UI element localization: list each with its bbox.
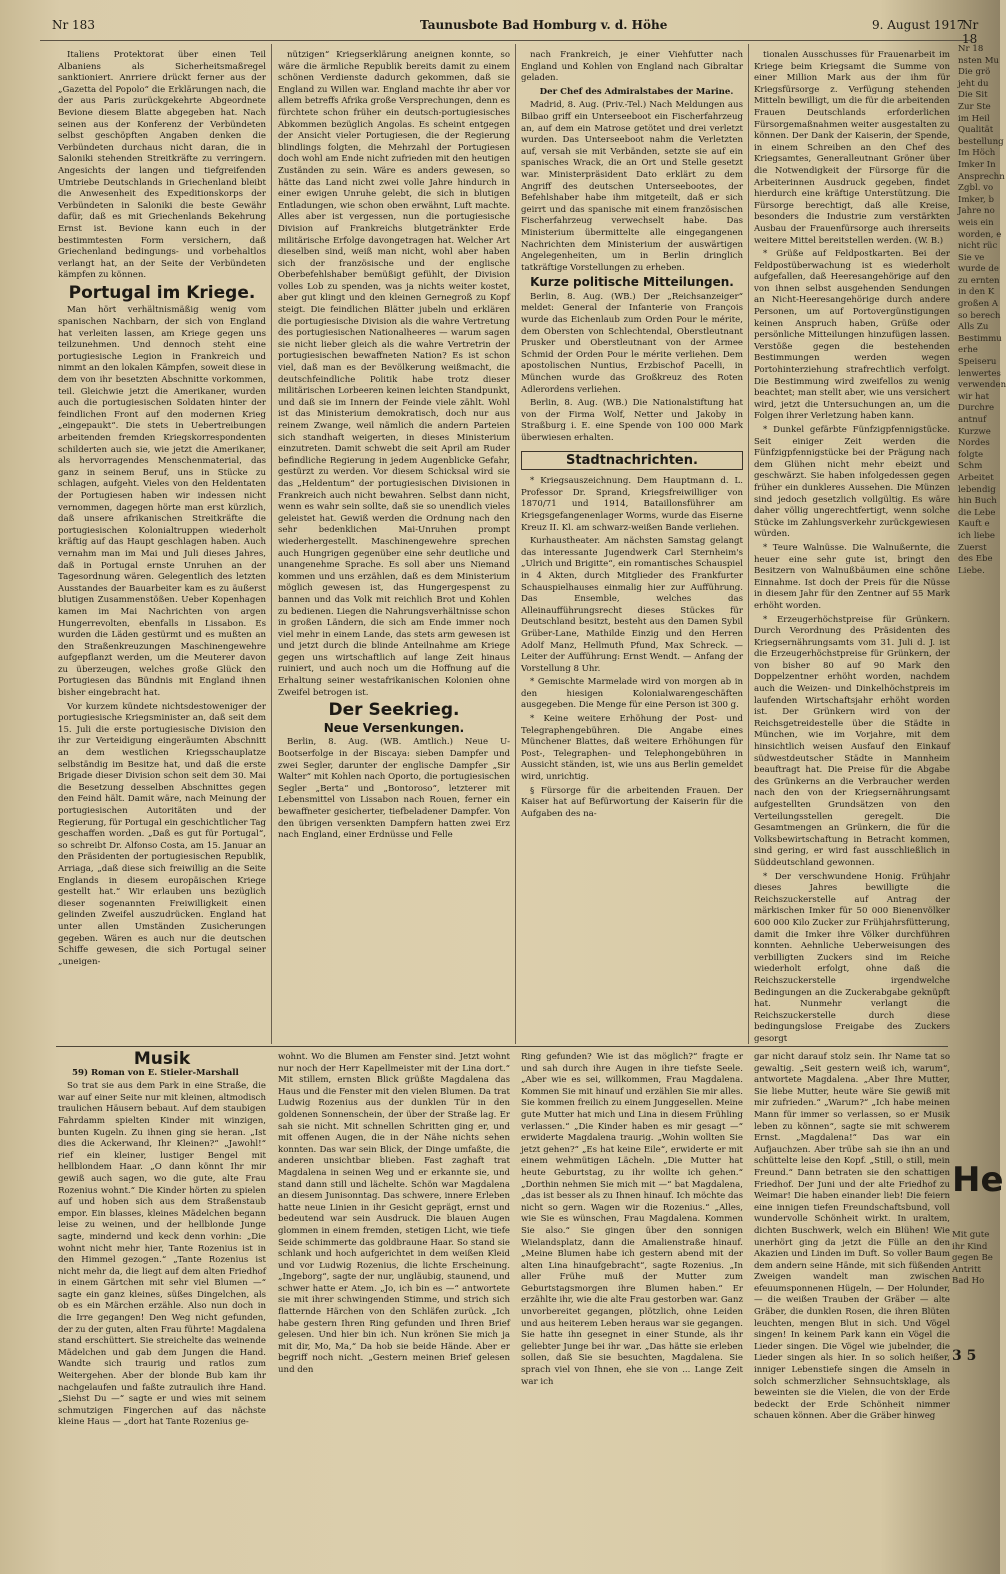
fragment-line: Alls Zu xyxy=(958,322,989,333)
roman-text: Ring gefunden? Wie ist das möglich?“ fragte er und sah durch ihre Augen in ihre tiefste Seele. „Aber wie es sei, willkommen, Frau Magdalena. Kommen Sie mit hinauf und erzählen Sie mir alles. Sie kommen freilich zu einem Junggesellen. Meine gute Mutter hat mich und Lina in diesem Frühling verlassen.“ „Die Kinder haben es mir gesagt —“ erwiderte Magdalena traurig. „Wohin wollten Sie jetzt gehen?“ „Es hat keine Eile“, erwiderte er mit einem wehmütigen Lächeln. „Die Mutter hat heute Geburtstag, zu ihr wollte ich gehen.“ „Dorthin nehmen Sie mich mit —“ bat Magdalena, „das ist besser als zu Ihnen hinauf. Ich möchte das nicht so gern. Wagen wir die Rozenius.“ „Alles, wie Sie es wünschen, Frau Magdalena. Kommen Sie also.“ Sie gingen über den sonnigen Wielandsplatz, dann die Amalienstraße hinauf. „Meine Blumen habe ich gestern abend mit der alten Lina hinaufgebracht“, sagte Rozenius. „In aller Frühe muß der Mutter zum Geburtstagsmorgen ihre Blumen haben.“ Er erzählte ihr, wie die alte Frau gestorben war. Ganz unvorbereitet gegangen, plötzlich, ohne Leiden und aus heiterem Leben heraus war sie gegangen. Sie hatte ihn gesegnet in einer Stunde, als ihr geliebter Junge bei ihr war. „Das hätte sie erleben sollen, daß Sie sie besuchten, Magdalena. Sie sprach viel von Ihnen, ehe sie von ... Lange Zeit war ich xyxy=(521,1052,743,1387)
fragment-line: erhe xyxy=(958,345,978,356)
column-3 xyxy=(521,50,743,1044)
page-header xyxy=(40,10,979,46)
fragment-line: so berech xyxy=(958,310,1001,321)
article-paragraph: * Grüße auf Feldpostkarten. Bei der Feldpostüberwachung ist es wiederholt aufgefallen, daß Heeresangehörige auf den von ihnen selbst ausgehenden Sendungen an Nicht-Heeresangehörige durch andere Personen, um auf Portovergünstigungen keinen Anspruch haben, Grüße oder persönliche Mitteilungen hinzufügen lassen. Verstöße gegen die bestehenden Bestimmungen werden wegen Portohinterziehung strafrechtlich verfolgt. Die Bestimmung wird zweifellos zu wenig beachtet; man stellt aber, wie uns versichert wird, jetzt die Untersuchungen an, um die Folgen ihrer Verletzung haben kann. xyxy=(754,249,950,422)
fragment-line: Zur Ste xyxy=(958,101,991,112)
adjacent-page-fragment xyxy=(958,44,1006,1044)
column-1 xyxy=(58,50,266,1044)
article-title-mitteilungen: Kurze politische Mitteilungen. xyxy=(530,275,734,290)
article-paragraph: Berlin, 8. Aug. (WB.) Der „Reichsanzeiger“ meldet: General der Infanterie von François wurde das Eichenlaub zum Orden Pour le mérite, dem Obersten von Schlechtendal, Oberstleutnant Prusker und Oberstleutnant von der Armee Schmid der Orden Pour le mérite verliehen. Dem apostolischen Nuntius, Erzbischof Pacelli, in München wurde das Großkreuz des Roten Adlerordens verliehen. xyxy=(521,291,743,395)
fragment-line: Zgbl. vo xyxy=(958,183,994,194)
fragment-line: Imker In xyxy=(958,159,996,170)
roman-column-1 xyxy=(58,1049,266,1564)
paper-title: Taunusbote Bad Homburg v. d. Höhe xyxy=(420,18,668,32)
roman-title: Musik xyxy=(133,1049,191,1069)
fragment-line: Jahre no xyxy=(958,206,995,217)
roman-byline: 59) Roman von E. Stieler-Marshall xyxy=(72,1067,239,1078)
ad-heading-fragment: He xyxy=(952,1160,1004,1200)
fragment-line: Imker, b xyxy=(958,194,994,205)
fragment-line: Liebe. xyxy=(958,565,985,576)
ad-text-fragment xyxy=(952,1230,1000,1288)
article-paragraph: Man hört verhältnismäßig wenig vom spanischen Nachbarn, der sich von England hat verleiten lassen, am Kriege gegen uns teilzunehmen. Und dennoch steht eine portugiesische Legion in Frankreich und nimmt an den lokalen Kämpfen, soweit diese in dem von ihr besetzten Abschnitte vorkommen, teil. Gleichwie jetzt die Amerikaner, wurden auch die portugiesischen Soldaten hinter der feindlichen Front auf den modernen Krieg „eingepaukt“. Die stets in Uebertreibungen arbeitenden fremden Kriegskorrespondenten schilderten auch sie, wie jetzt die Amerikaner, als hervorragendes Menschenmaterial, das ganz in seinem Beruf, uns in Stücke zu schlagen, aufgeht. Vieles von den Heldentaten der Portugiesen haben wir indessen nicht vernommen, dagegen hörte man erst kürzlich, daß unsere afrikanischen Streitkräfte die portugiesischen Kolonialtruppen wiederholt kräftig auf das Haupt geschlagen haben. Auch vernahm man im Mai und Juli dieses Jahres, daß in Portugal ernste Unruhen an der Tagesordnung wären. Gelegentlich des letzten Ausstandes der Bauarbeiter kam es zu äußerst blutigen Zusammenstößen. Ueber Kopenhagen kamen im Mai Nachrichten von argen Hungerrevolten, ebenfalls in Lissabon. Es wurden die Läden gestürmt und es mußten an den Straßenkreuzungen Maschinengewehre aufgepflanzt werden, um die Meuterer davon zu überzeugen, welches große Glück den Portugiesen das Bündnis mit England ihnen bisher eingebracht hat. xyxy=(58,305,266,699)
article-paragraph: Madrid, 8. Aug. (Priv.-Tel.) Nach Meldungen aus Bilbao griff ein Unterseeboot ein Fischerfahrzeug an, auf dem ein Matrose getötet und drei verletzt wurden. Das Unterseeboot nahm die Verletzten auf, versah sie mit Verbänden, setzte sie auf ein spanisches Wrack, die an Ort und Stelle gesetzt war. Ministerpräsident Dato erklärt zu dem Angriff des deutschen Unterseebootes, der Befehlshaber habe ihm mitgeteilt, daß er sich geirrt und das spanische mit einem französischen Fischerfahrzeug verwechselt habe. Das Ministerium übermittelte alle eingegangenen Nachrichten dem Ministerium der auswärtigen Angelegenheiten, um in Berlin dringlich tatkräftige Vorstellungen zu erheben. xyxy=(521,100,743,273)
article-paragraph: Berlin, 8. Aug. (WB. Amtlich.) Neue U-Bootserfolge in der Biscaya: sieben Dampfer und zwei Segler, darunter der englische Dampfer „Sir Walter“ mit Kohlen nach Oporto, die portugiesischen Segler „Berta“ und „Bontoroso“, letzterer mit Lebensmittel von Lissabon nach Rouen, ferner ein bewaffneter gesicherter, tiefbeladener Dampfer. Von den übrigen versenkten Dampfern hatten zwei Erz nach England, einer Erdnüsse und Felle xyxy=(278,737,510,841)
fragment-line: worden, e xyxy=(958,229,1002,240)
fragment-line: Bestimmu xyxy=(958,333,1002,344)
article-paragraph: nützigen“ Kriegserklärung aneignen konnte, so wäre die ärmliche Republik bereits damit zu einem schönen Verdienste dadurch gekommen, daß sie England zu Willen war. England machte ihr aber vor allem betreffs Afrika große Versprechungen, denn es fürchtete schon früher ein deutsch-portugiesisches Abkommen bezüglich Angolas. Es scheint entgegen der Ansicht vieler Portugiesen, die der Regierung blindlings folgten, die Mehrzahl der Portugiesen doch wohl am Ende nicht zufrieden mit den heutigen Zuständen zu sein. Wäre es anders gewesen, so hätte das Land nicht zwei volle Jahre hindurch in einer ewigen Unruhe gelebt, die sich in blutigen Entladungen, wie schon oben erwähnt, Luft machte. Alles aber ist vergessen, nun die portugiesische Division auf Frankreichs blutgetränkter Erde militärische Erfolge davongetragen hat. Welcher Art dieselben sind, weiß man nicht, wohl aber haben sich der französische und der englische Oberbefehlshaber bemüßigt gefühlt, der Division volles Lob zu spenden, was ja nichts weiter kostet, aber gut klingt und den kleinen Gernegroß zu Kopf steigt. Die feindlichen Blätter jubeln und erklären die portugiesische Division als die wahre Vertretung des portugiesischen Nationalheeres — warum sagen sie nicht lieber gleich als die wahre Vertretrin der portugiesischen bewaffneten Nation? Es ist schon viel, daß man es der Bevölkerung weißmacht, die deutschfeindliche Politik habe trotz dieser militärischen Lorbeeren keinen leichten Standpunkt, und daß sie im Innern der Feinde viele zählt. Wohl ist das Ministerium demokratisch, doch nur aus reinem Zwange, weil nämlich die andern Parteien sich standhaft weigerten, in dieses Ministerium einzutreten. Damit schwebt die seit April am Ruder befindliche Regierung in jedem Augenblicke Gefahr, gestürzt zu werden. Vor diesem Schicksal wird sie das „Heldentum“ der portugiesischen Divisionen in Frankreich auch nicht bewahren. Selbst dann nicht, wenn es wahr sein sollte, daß sie so unendlich vieles geleistet hat. Gewiß werden die Ordnung nach den sehr bedenklichen Mai-Unruhen prompt wiederhergestellt. Maschinengewehre sprechen auch Hungrigen gegenüber eine sehr deutliche und unangenehme Sprache. Es soll aber uns Niemand kommen und uns erzählen, daß es dem Ministerium möglich gewesen ist, das Hungergespenst zu bannen und das Volk mit reichlich Brot und Kohlen zu bedienen. Liegen die Nahrungsverhältnisse schon in großen Ländern, die sich am Ende immer noch viel mehr in einem Lande, das stets arm gewesen ist und jetzt durch die blinde Anteilnahme am Kriege gegen uns wirtschaftlich auf lange Zeit hinaus ruiniert, und auch noch um die Hoffnung auf die Erhaltung seiner westafrikanischen Kolonien ohne Zweifel betrogen ist. xyxy=(278,50,510,698)
adjacent-ad-fragment xyxy=(952,1050,1004,1570)
article-signature: Der Chef des Admiralstabes der Marine. xyxy=(539,86,734,97)
fragment-line: Die grö xyxy=(958,67,991,78)
fragment-line: verwenden xyxy=(958,380,1006,391)
article-title-portugal: Portugal im Kriege. xyxy=(68,282,256,303)
fragment-line: Bad Ho xyxy=(952,1276,985,1287)
fragment-line: Kurzwe xyxy=(958,426,991,437)
column-2 xyxy=(278,50,510,1044)
ad-number-fragment: 3 5 xyxy=(952,1347,977,1364)
fragment-line: bestellung xyxy=(958,136,1004,147)
fragment-line: hin Buch xyxy=(958,496,997,507)
fragment-line: lenwertes xyxy=(958,368,1001,379)
fragment-line: wir hat xyxy=(958,391,990,402)
fragment-line: Speiseru xyxy=(958,357,997,368)
article-paragraph: Italiens Protektorat über einen Teil Albaniens als Sicherheitsmaßregel sanktioniert. Anrriere drückt ferner aus der „Gazetta del Popolo“ die Erklärungen nach, die der aus Paris zurückgekehrte Abgeordnete Bevione diesem Blatte abgegeben hat. Nach seinen aus der Konferenz der Verbündeten selbst geschöpften Angaben denken die Verbündeten durchaus nicht daran, die in Saloniki stehenden Streitkräfte zu verringern. Angesichts der langen und tiefgreifenden Umtriebe Deutschlands in Griechenland bleibt die Anwesenheit des Expeditionskorps der Verbündeten in Saloniki die beste Gewähr dafür, daß es mit Griechenlands Bekehrung Ernst ist. Bevione kann euch in der bestimmtesten Form versichern, daß Griechenland bedingungs- und vorbehaltlos verlangt hat, an der Seite der Verbündeten kämpfen zu können. xyxy=(58,50,266,281)
roman-text: wohnt. Wo die Blumen am Fenster sind. Jetzt wohnt nur noch der Herr Kapellmeister mit der Lina dort.“ Mit stillem, ernsten Blick grüßte Magdalena das Haus und die Fenster mit den vielen Blumen. Da trat Ludwig Rozenius aus der dunklen Tür in den goldenen Sonnenschein, der über der Straße lag. Er sah sie nicht. Mit schnellen Schritten ging er, und mit offenen Augen, die in der Nähe nichts sehen konnten. Das war sein Blick, der Dinge umfaßte, die anderen unsichtbar blieben. Fast zaghaft trat Magdalena in seinen Weg und er erkannte sie, und stand dann still und lächelte. Schön war Magdalena an diesem Junisonntag. Das schwere, innere Erleben hatte neue Linien in ihr Gesicht geprägt, ernst und bedeutend war sein Ausdruck. Die blauen Augen glommen in einem fremden, stetigen Licht, wie tiefe Seide schimmerte das goldbraune Haar. So stand sie schlank und hoch aufgerichtet in dem weißen Kleid und vor Ludwig Rozenius, die lichte Erscheinung. „Ingeborg“, sagte der nur, ungläubig, staunend, und schwer hatte er Atem. „Jo, ich bin es —“ antwortete sie mit ihrer schwingenden Stimme, und strich sich flatternde Härchen von den Schläfen zurück. „Ich habe gestern Ihren Ring gefunden und Ihren Brief gelesen. Und hier bin ich. Nun krönen Sie mich ja mit dir, Mo, Ma,“ Da hob sie beide Hände. Aber er begriff noch nicht. „Gestern meinen Brief gelesen und den xyxy=(278,1052,510,1376)
roman-column-4 xyxy=(754,1052,950,1564)
roman-column-2 xyxy=(278,1052,510,1564)
issue-number-left: Nr 183 xyxy=(52,18,95,32)
fragment-line: ihr Kind xyxy=(952,1241,988,1252)
article-paragraph: * Dunkel gefärbte Fünfzigpfennigstücke. Seit einiger Zeit werden die Fünfzigpfennigstücke bei der Prägung nach dem Glühen nicht mehr ebeizt und geschwärzt. Sie haben infolgedessen gegen früher ein dunkleres Aussehen. Die Münzen sind jedoch gesetzlich vollgültig. Es wäre daher völlig ungerechtfertigt, wenn solche Stücke im Zahlungsverkehr zurückgewiesen würden. xyxy=(754,425,950,540)
fragment-line: Zuerst xyxy=(958,542,987,553)
fragment-line: ich liebe xyxy=(958,530,995,541)
fragment-line: weis ein xyxy=(958,217,994,228)
fragment-line: nicht rüc xyxy=(958,241,998,252)
article-subtitle: Neue Versenkungen. xyxy=(323,720,465,735)
roman-column-3 xyxy=(521,1052,743,1564)
fragment-line: jeht du xyxy=(958,78,989,89)
fragment-line: großen A xyxy=(958,299,999,310)
fragment-line: Mit gute xyxy=(952,1230,990,1240)
fragment-line: nsten Mu xyxy=(958,55,1000,66)
article-paragraph: * Keine weitere Erhöhung der Post- und Telegraphengebühren. Die Angabe eines Münchener Blattes, daß weitere Erhöhungen für Post-, Telegraphen- und Telephongebühren in Aussicht ständen, ist, wie uns aus Berlin gemeldet wird, unrichtig. xyxy=(521,714,743,783)
fragment-line: Im Höch xyxy=(958,148,996,159)
column-4 xyxy=(754,50,950,1044)
fragment-line: Die Sit xyxy=(958,90,988,101)
fragment-line: Qualität xyxy=(958,125,994,136)
article-paragraph: Kurhaustheater. Am nächsten Samstag gelangt das interessante Jugendwerk Carl Sternheim's „Ulrich und Brigitte“, ein romantisches Schauspiel in 4 Akten, durch Mitglieder des Frankfurter Schauspielhauses einmalig hier zur Aufführung. Das Ensemble, welches das Alleinaufführungsrecht dieses Stückes für Deutschland besitzt, besteht aus den Damen Sybil Grüber-Lane, Mathilde Einzig und den Herren Adolf Manz, Hellmuth Pfund, Max Schreck. — Leiter der Aufführung: Ernst Wendt. — Anfang der Vorstellung 8 Uhr. xyxy=(521,536,743,674)
article-title-seekrieg: Der Seekrieg. xyxy=(328,700,460,721)
fragment-line: des Ebe xyxy=(958,554,993,565)
fragment-line: Nr 18 xyxy=(958,44,984,54)
fragment-line: Sie ve xyxy=(958,252,985,263)
article-paragraph: * Kriegsauszeichnung. Dem Hauptmann d. L. Professor Dr. Sprand, Kriegsfreiwilliger von 1870/71 und 1914, Bataillonsführer am Kriegsgefangenenlager Worms, wurde das Eiserne Kreuz II. Kl. am schwarz-weißen Bande verliehen. xyxy=(521,476,743,533)
fragment-line: wurde de xyxy=(958,264,999,275)
fragment-line: im Heil xyxy=(958,113,990,124)
roman-text: gar nicht darauf stolz sein. Ihr Name tat so gewaltig. „Seit gestern weiß ich, warum“, antwortete Magdalena. „Aber Ihre Mutter, Sie liebe Mutter, heute wäre Sie gewiß mit mir zufrieden.“ „Warum?“ „Ich habe meinen Mann für immer so verlassen, so er Musik leben zu können“, sagte sie mit schwerem Ernst. „Magdalena!“ Das war ein Aufjauchzen. Aber trübe sah sie ihn an und schüttelte leise den Kopf. „Still, o still, mein Freund.“ Dann betraten sie den schattigen Friedhof. Der Juni und der alte Friedhof zu Weimar! Die haben einander lieb! Die feiern eine innigen tiefen Freundschaftsbund, voll wundervolle Schönheit wirkt. In uraltem, dichten Buschwerk, welch ein Blühen! Wie unerhört ging da jetzt die Fülle an den Akazien und Linden im Duft. So voller Baum dem andern seine Hände, mit sich füßenden Zweigen wandelt man zwischen efeuumsponnenen Hügeln, — Der Holunder, — die weißen Trauben der Gräber — alte Gräber, die dunklen Rosen, die ihren Blüten leuchten, mengen Blut in sich. Und Vögel singen! In keinem Park kann ein Vögel die Lieder singen. Die Vögel wie jubelnder, die Lieder singen als hier. In so solich heißer, inniger Lebenstiefe singen die Amseln in solch schmerzlicher Sehnsuchtsklage, als beweinten sie die Vielen, die von der Erde bedeckt der Erde Schönheit nimmer schauen können. Aber die Gräber hinweg xyxy=(754,1052,950,1422)
fragment-line: lebendig xyxy=(958,484,996,495)
fragment-line: Nordes xyxy=(958,438,990,449)
fragment-line: Arbeitet xyxy=(958,472,994,483)
article-paragraph: * Gemischte Marmelade wird von morgen ab in den hiesigen Kolonialwarengeschäften ausgegeben. Die Menge für eine Person ist 300 g. xyxy=(521,677,743,711)
article-paragraph: tionalen Ausschusses für Frauenarbeit im Kriege beim Kriegsamt die Summe von einer Million Mark aus der ihm für Kriegsfürsorge z. Verfügung stehenden Mitteln bewilligt, um die für die arbeitenden Frauen Deutschlands erforderlichen Fürsorgemaßnahmen weiter ausgestalten zu können. Der Dank der Kaiserin, der Spende, in einem Schreiben an den Chef des Kriegsamtes, Generalleutnant Gröner über die Notwendigkeit der Fürsorge für die Arbeiterinnen Ausdruck gegeben, findet hierdurch eine kräftige Unterstützung. Die Fürsorge berechtigt, daß alle Kreise, besonders die Industrie zum verstärkten Ausbau der Frauenfürsorge auch ihrerseits weitere Mittel bereitstellen werden. (W. B.) xyxy=(754,50,950,246)
article-paragraph: § Fürsorge für die arbeitenden Frauen. Der Kaiser hat auf Befürwortung der Kaiserin für die Aufgaben des na- xyxy=(521,785,743,819)
issue-date: 9. August 1917 xyxy=(872,18,965,32)
fragment-line: Durchre xyxy=(958,403,995,414)
article-paragraph: Berlin, 8. Aug. (WB.) Die Nationalstiftung hat von der Firma Wolf, Netter und Jakoby in Straßburg i. E. eine Spende von 100 000 Mark überwiesen erhalten. xyxy=(521,398,743,443)
fragment-line: in den K xyxy=(958,287,995,298)
article-paragraph: Vor kurzem kündete nichtsdestoweniger der portugiesische Kriegsminister an, daß seit dem 15. Juli die erste portugiesische Division den ihr zur Verteidigung eingeräumten Abschnitt an dem westlichen Kriegsschauplatze selbständig im Besitze hat, und daß die erste Brigade dieser Division schon seit dem 30. Mai die Besetzung desselben Abschnittes gegen den Feind hält. Damit wäre, nach Meinung der portugiesischen Autoritäten und der Regierung, für Portugal ein geschichtlicher Tag geschaffen worden. „Daß es gut für Portugal“, so schreibt Dr. Alfonso Costa, am 15. Januar an den Präsidenten der portugiesischen Republik, Arriaga, „daß diese sich freiwillig an die Seite Englands in diesem europäischen Kriege gestellt hat.“ Wir erlauben uns bezüglich dieser sogenannten Freiwilligkeit einen gelinden Zweifel auszudrücken. England hat unter allen Umständen Zusicherungen gegeben. Wären es auch nur die deutschen Schiffe gewesen, die sich Portugal seiner „uneigen- xyxy=(58,701,266,967)
fragment-line: Kauft e xyxy=(958,519,990,530)
column-rule xyxy=(748,44,749,1044)
fragment-line: Schm xyxy=(958,461,983,472)
fragment-line: folgte xyxy=(958,449,984,460)
article-paragraph: * Der verschwundene Honig. Frühjahr dieses Jahres bewilligte die Reichszuckerstelle auf Antrag der märkischen Imker für 50 000 Bienenvölker 600 000 Kilo Zucker zur Frühjahrsfütterung, damit die Imker ihre Völker durchführen konnten. Aehnliche Ueberweisungen des verbilligten Zuckers sind im Reiche wiederholt erfolgt, ohne daß die Reichszuckerstelle irgendwelche Bedingungen an die Zuckerabgabe geknüpft hat. Nunmehr verlangt die Reichszuckerstelle durch diese bedingungslose Freigabe des Zuckers gesorgt xyxy=(754,871,950,1044)
fragment-line: antnuf xyxy=(958,415,987,425)
article-paragraph: nach Frankreich, je einer Viehfutter nach England und Kohlen von England nach Gibraltar geladen. xyxy=(521,50,743,84)
fragment-line: gegen Be xyxy=(952,1253,993,1264)
roman-text: So trat sie aus dem Park in eine Straße, die war auf einer Seite nur mit kleinen, altmodisch traulichen Häusern bebaut. Auf dem staubigen Fahrdamm spielten Kinder mit winzigen, bunten Kugeln. Zu ihnen ging sie heran. „Ist dies die Ackerwand, Ihr Kleinen?“ „Jawohl!“ rief ein kleiner, lustiger Bengel mit hellblondem Haar. „O dann könnt Ihr mir gewiß auch sagen, wo die gute, alte Frau Rozenius wohnt.“ Die Kinder hörten zu spielen auf und hoben sich aus dem Straßenstaub empor. Ein blasses, kleines Mädelchen begann leise zu weinen, und der hellblonde Junge sagte, mindernd und keck denn vorhin: „Die wohnt nicht mehr hier, Tante Rozenius ist in den Himmel gezogen.“ „Tante Rozenius ist nicht mehr da, die liegt auf dem alten Friedhof in einem Gärtchen mit sehr viel Blumen —“ sagte ein ganz kleines, süßes Dingelchen, als ob es ein Märchen erzähle. Also nun doch in die Irre gegangen! Den Weg nicht gefunden, der zu der guten, alten Frau führte! Magdalena stand erschüttert. Sie streichelte das weinende Mädelchen und gab dem Jungen die Hand. Wandte sich traurig und ratlos zum Weitergehen. Aber der blonde Bub kam ihr nachgelaufen und faßte zutraulich ihre Hand. „Siehst Du —“ sagte er und wies mit seinem schmutzigen Fingerchen auf das nächste kleine Haus — „dort hat Tante Rozenius ge- xyxy=(58,1081,266,1428)
fragment-line: Ansprechn xyxy=(958,171,1005,182)
fragment-line: Antritt xyxy=(952,1264,981,1275)
fragment-line: zu ernten xyxy=(958,275,1000,286)
section-rule xyxy=(56,1046,948,1047)
issue-number-right: Nr 18 xyxy=(962,18,979,46)
column-rule xyxy=(515,44,516,1044)
section-title-stadtnachrichten: Stadtnachrichten. xyxy=(521,451,743,471)
article-paragraph: * Teure Walnüsse. Die Walnußernte, die heuer eine sehr gute ist, bringt den Besitzern von Walnußbäumen eine schöne Einnahme. Ist doch der Preis für die Nüsse in diesem Jahr für den Zentner auf 55 Mark erhöht worden. xyxy=(754,542,950,611)
fragment-line: die Lebe xyxy=(958,507,996,518)
article-paragraph: * Erzeugerhöchstpreise für Grünkern. Durch Verordnung des Präsidenten des Kriegsernährungsamts vom 31. Juli d. J. ist die Erzeugerhöchstpreise für Grünkern, der von bisher 80 auf 90 Mark den Doppelzentner erhöht worden, nachdem auch die Weizen- und Dinkelhöchstpreis im laufenden Wirtschaftsjahr erhöht worden ist. Der Grünkern wird von der Reichsgetreidestelle über die Städte in München, wie im Vorjahre, mit dem hinsichtlich weisen Ausfauf den Einkauf südwestdeutscher Städte in Mannheim beauftragt hat. Die Preise für die Abgabe des Grünkerns an die Verbraucher werden nach den von der Kriegsernährungsamt aufgestellten Grundsätzen von den Verteilungsstellen geregelt. Die Gesamtmengen an Grünkern, die für die Volksbewirtschaftung in Betracht kommen, sind gering, er wird fast ausschließlich in Süddeutschland gewonnen. xyxy=(754,614,950,868)
column-rule xyxy=(271,44,272,1044)
